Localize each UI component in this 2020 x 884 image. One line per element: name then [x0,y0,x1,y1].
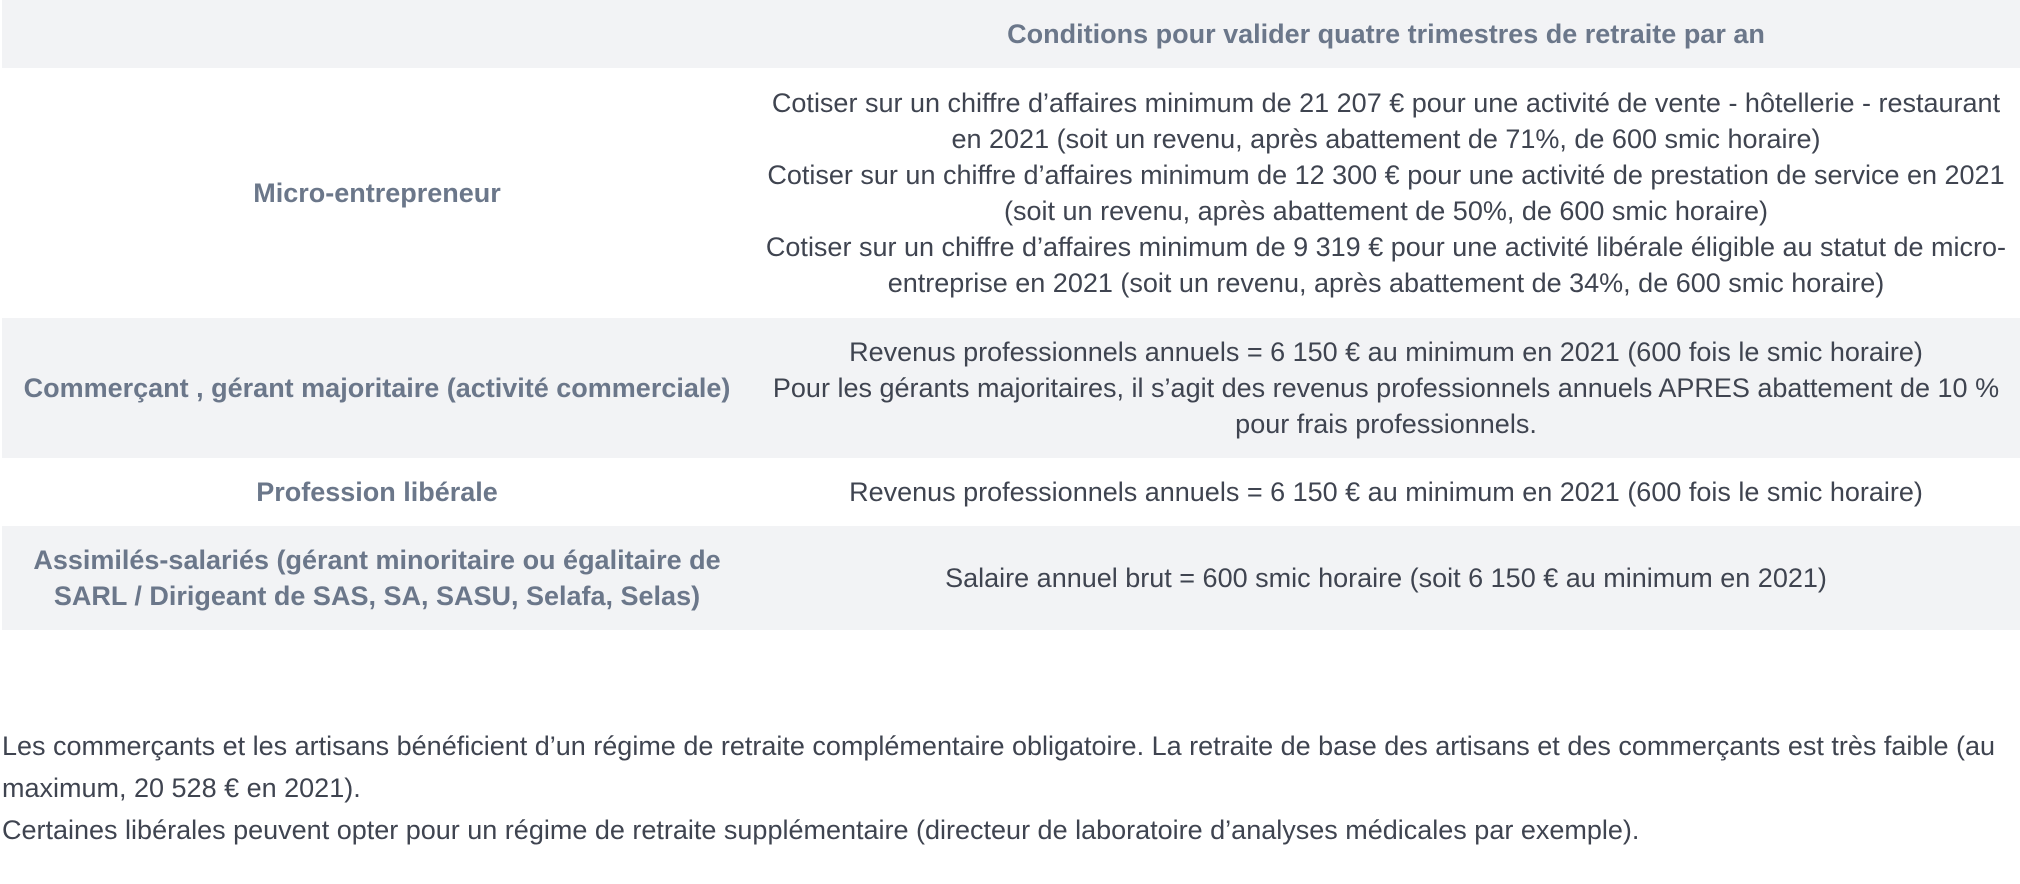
notes-paragraph: Les commerçants et les artisans bénéficient d’un régime de retraite complémentaire obligatoire. La retraite de base des artisans et des commerçants est très faible (au maximum, 20 528 € en 2021). [2,731,1995,803]
table-row [2,68,2020,318]
table-row [2,458,2020,526]
row-status-label: Micro-entrepreneur [253,178,501,208]
notes-section [2,725,2012,851]
table-row [2,526,2020,630]
row-conditions [752,458,2020,526]
row-status-label: Profession libérale [256,477,498,507]
conditions-table [2,0,2020,630]
condition-line: Salaire annuel brut = 600 smic horaire (soit 6 150 € au minimum en 2021) [945,563,1827,593]
header-conditions-cell: Conditions pour valider quatre trimestres de retraite par an [1007,19,1765,49]
row-conditions [752,68,2020,318]
row-status-label: Assimilés-salariés (gérant minoritaire ou égalitaire de SARL / Dirigeant de SAS, SA, SASU, Selafa, Selas) [33,545,721,611]
condition-line: Cotiser sur un chiffre d’affaires minimum de 9 319 € pour une activité libérale éligible au statut de micro-entreprise en 2021 (soit un revenu, après abattement de 34%, de 600 smic horaire) [765,232,2007,298]
row-status-label: Commerçant , gérant majoritaire (activité commerciale) [23,373,731,403]
condition-line: Pour les gérants majoritaires, il s’agit des revenus professionnels annuels APRES abattement de 10 % pour frais professionnels. [772,373,2000,439]
condition-line: Revenus professionnels annuels = 6 150 € au minimum en 2021 (600 fois le smic horaire) [849,477,1923,507]
notes-paragraph: Certaines libérales peuvent opter pour un régime de retraite supplémentaire (directeur de laboratoire d’analyses médicales par exemple). [2,815,1640,845]
table-row [2,318,2020,458]
condition-line: Revenus professionnels annuels = 6 150 € au minimum en 2021 (600 fois le smic horaire) [849,337,1923,367]
header-status-cell [2,0,752,68]
table-header-row [2,0,2020,68]
condition-line: Cotiser sur un chiffre d’affaires minimum de 21 207 € pour une activité de vente - hôtellerie - restaurant en 2021 (soit un revenu, après abattement de 71%, de 600 smic horaire) [771,88,2001,154]
row-conditions [752,526,2020,630]
row-conditions [752,318,2020,458]
condition-line: Cotiser sur un chiffre d’affaires minimum de 12 300 € pour une activité de prestation de service en 2021 (soit un revenu, après abattement de 50%, de 600 smic horaire) [767,160,2005,226]
